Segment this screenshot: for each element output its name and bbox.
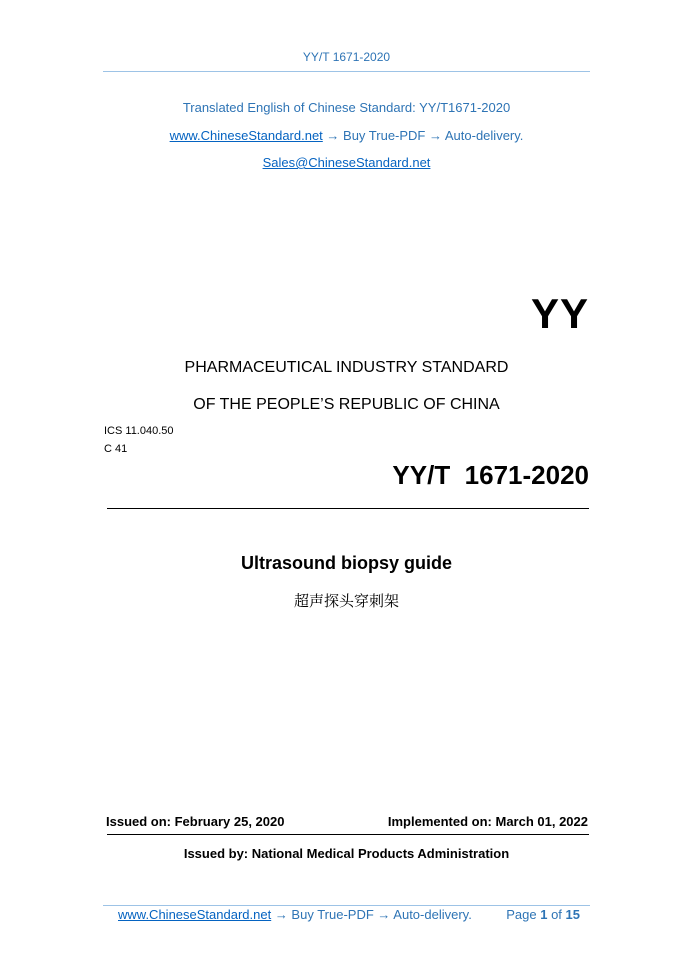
- title-english: Ultrasound biopsy guide: [240, 553, 452, 573]
- ccs-code: C 41: [104, 443, 128, 455]
- dates-underline: [107, 834, 589, 835]
- header-divider: [103, 71, 590, 72]
- org-line-2: OF THE PEOPLE’S REPUBLIC OF CHINA: [193, 396, 500, 413]
- email-line: [0, 155, 693, 170]
- title-chinese: 超声探头穿刺架: [293, 592, 399, 610]
- purchase-text: → Buy True-PDF → Auto-delivery.: [322, 128, 524, 143]
- footer-site-link[interactable]: www.ChineseStandard.net: [118, 907, 272, 922]
- page-of: of: [551, 907, 562, 922]
- page-total: 15: [565, 907, 580, 922]
- issued-by: Issued by: National Medical Products Administration: [183, 846, 510, 861]
- footer-divider: [103, 905, 590, 906]
- footer-purchase-line: [118, 907, 472, 922]
- issued-on: Issued on: February 25, 2020: [106, 814, 285, 829]
- ics-code: ICS 11.040.50: [104, 425, 174, 437]
- site-link[interactable]: www.ChineseStandard.net: [169, 128, 323, 143]
- footer-purchase-text: → Buy True-PDF → Auto-delivery.: [271, 907, 472, 922]
- header-standard-code: YY/T 1671-2020: [302, 50, 391, 64]
- implemented-on: Implemented on: March 01, 2022: [387, 814, 588, 829]
- page-current: 1: [540, 907, 548, 922]
- translation-notice-line: Translated English of Chinese Standard: YY/T1671-2020: [182, 100, 511, 115]
- purchase-line: [0, 128, 693, 143]
- page-label: Page: [506, 907, 537, 922]
- code-underline: [107, 508, 589, 509]
- page-indicator: [506, 907, 580, 922]
- org-line-1: PHARMACEUTICAL INDUSTRY STANDARD: [184, 359, 509, 376]
- category-mark: YY: [530, 290, 589, 337]
- sales-email-link[interactable]: Sales@ChineseStandard.net: [262, 155, 431, 170]
- standard-code-large: YY/T 1671-2020: [392, 460, 589, 490]
